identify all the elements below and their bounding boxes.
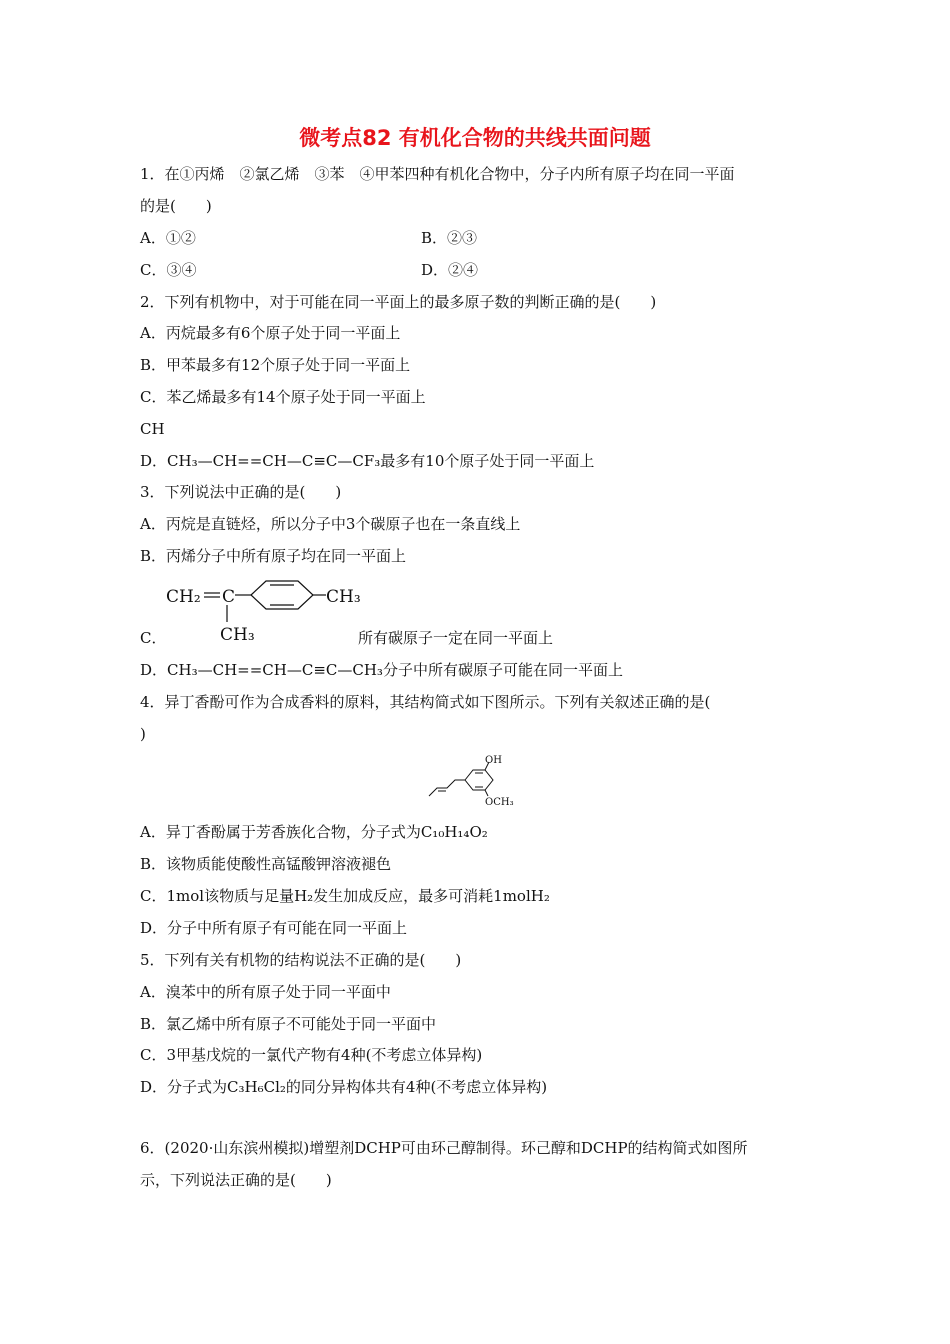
struct-ch3-down-label: CH₃	[220, 625, 255, 645]
q6-stem-cont: 示，下列说法正确的是( )	[140, 1171, 332, 1189]
q4-option-d: D．分子中所有原子有可能在同一平面上	[140, 919, 408, 937]
q3-stem: 3．下列说法中正确的是( )	[140, 483, 342, 501]
q2-stem: 2．下列有机物中，对于可能在同一平面上的最多原子数的判断正确的是( )	[140, 293, 657, 311]
q2-option-d: D．CH₃—CH==CH—C≡C—CF₃最多有10个原子处于同一平面上	[140, 452, 595, 470]
struct-ch2-label: CH₂	[166, 587, 201, 607]
q4-option-b: B．该物质能使酸性高锰酸钾溶液褪色	[140, 855, 392, 873]
q3-option-a: A．丙烷是直链烃，所以分子中3个碳原子也在一条直线上	[140, 515, 521, 533]
q3-option-c-label: C．	[140, 629, 167, 647]
q5-option-b: B．氯乙烯中所有原子不可能处于同一平面中	[140, 1015, 437, 1033]
q4-isoeugenol-structure	[425, 750, 535, 812]
q3-option-b: B．丙烯分子中所有原子均在同一平面上	[140, 547, 407, 565]
q4-option-c: C．1mol该物质与足量H₂发生加成反应，最多可消耗1molH₂	[140, 887, 550, 905]
struct-ch3-right-label: CH₃	[326, 587, 361, 607]
q1-stem: 1．在①丙烯 ②氯乙烯 ③苯 ④甲苯四种有机化合物中，分子内所有原子均在同一平面	[140, 165, 735, 183]
struct-och3-label: OCH₃	[485, 797, 514, 808]
q2-option-d-fragment: CH	[140, 420, 165, 438]
q4-option-a: A．异丁香酚属于芳香族化合物，分子式为C₁₀H₁₄O₂	[140, 823, 488, 841]
q1-option-a: A．①②	[140, 229, 196, 247]
struct-c-label: C	[222, 587, 236, 607]
q5-option-d: D．分子式为C₃H₆Cl₂的同分异构体共有4种(不考虑立体异构)	[140, 1078, 548, 1096]
q4-stem-cont: )	[140, 725, 146, 743]
q6-stem: 6．(2020·山东滨州模拟)增塑剂DCHP可由环己醇制得。环己醇和DCHP的结构简式如图所	[140, 1139, 748, 1157]
q1-stem-cont: 的是( )	[140, 197, 212, 215]
q4-stem: 4．异丁香酚可作为合成香料的原料，其结构简式如下图所示。下列有关叙述正确的是(	[140, 693, 711, 711]
q1-option-d: D．②④	[421, 261, 479, 279]
q5-option-c: C．3甲基戊烷的一氯代产物有4种(不考虑立体异构)	[140, 1046, 483, 1064]
q3-option-d: D．CH₃—CH==CH—C≡C—CH₃分子中所有碳原子可能在同一平面上	[140, 661, 623, 679]
q3-structure-diagram	[160, 578, 370, 648]
struct-oh-label: OH	[485, 755, 502, 766]
q1-option-c: C．③④	[140, 261, 197, 279]
q3-option-c-text: 所有碳原子一定在同一平面上	[358, 629, 554, 647]
q5-option-a: A．溴苯中的所有原子处于同一平面中	[140, 983, 391, 1001]
q2-option-b: B．甲苯最多有12个原子处于同一平面上	[140, 356, 411, 374]
q2-option-a: A．丙烷最多有6个原子处于同一平面上	[140, 324, 401, 342]
q1-option-b: B．②③	[421, 229, 478, 247]
q5-stem: 5．下列有关有机物的结构说法不正确的是( )	[140, 951, 462, 969]
q2-option-c: C．苯乙烯最多有14个原子处于同一平面上	[140, 388, 426, 406]
page-title: 微考点82 有机化合物的共线共面问题	[299, 126, 651, 150]
